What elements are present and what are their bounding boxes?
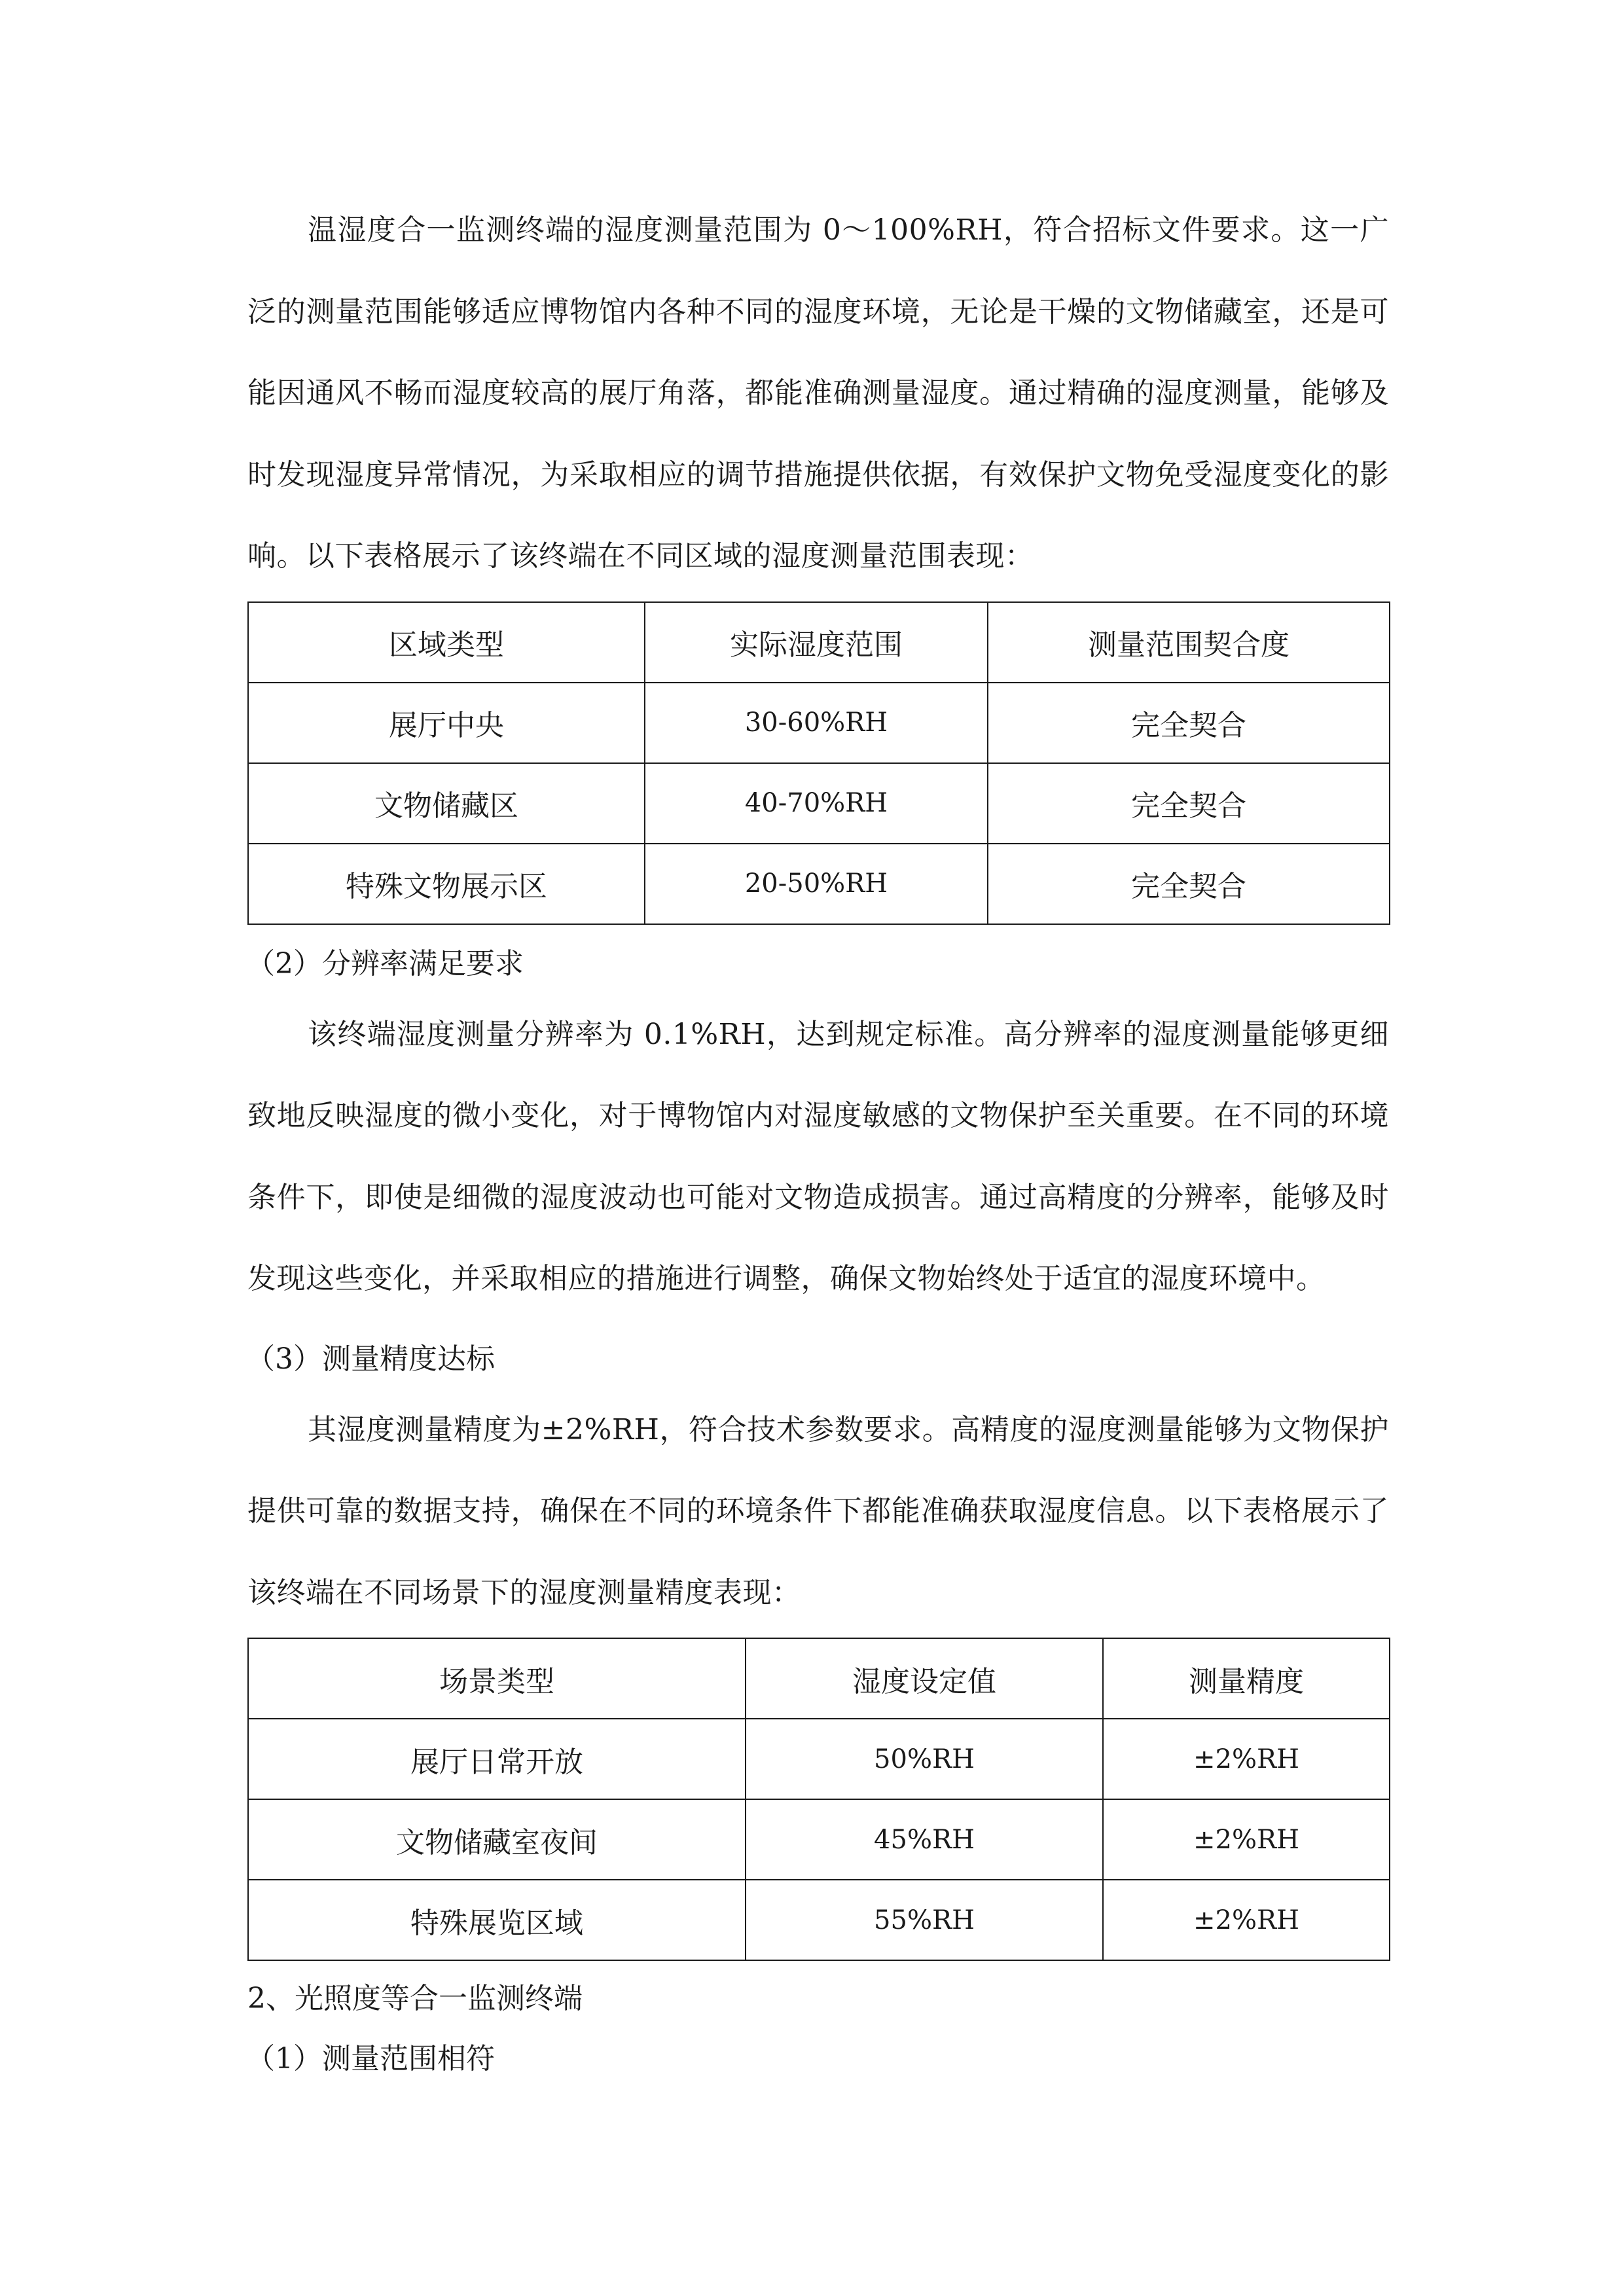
table-header-cell: 湿度设定值: [746, 1638, 1103, 1719]
table-cell: 完全契合: [988, 683, 1390, 763]
table-header-cell: 测量范围契合度: [988, 602, 1390, 683]
table-row: [248, 1799, 1390, 1880]
table-header-cell: 测量精度: [1103, 1638, 1390, 1719]
table-cell: ±2%RH: [1103, 1799, 1390, 1880]
table-header-cell: 实际湿度范围: [645, 602, 988, 683]
table-cell: ±2%RH: [1103, 1880, 1390, 1960]
table-cell: 50%RH: [746, 1719, 1103, 1799]
table-row: [248, 1880, 1390, 1960]
table-cell: 文物储藏室夜间: [248, 1799, 746, 1880]
table-header-row: [248, 602, 1390, 683]
heading-section-2: 2、光照度等合一监测终端: [247, 1982, 583, 2015]
table-cell: 20-50%RH: [645, 844, 988, 924]
table-cell: 展厅日常开放: [248, 1719, 746, 1799]
table-cell: 特殊展览区域: [248, 1880, 746, 1960]
table-row: [248, 683, 1390, 763]
table-cell: 文物储藏区: [248, 763, 645, 844]
paragraph-resolution: 该终端湿度测量分辨率为 0.1%RH，达到规定标准。高分辨率的湿度测量能够更细致地反映湿度的微小变化，对于博物馆内对湿度敏感的文物保护至关重要。在不同的环境条件下，即使是细微的湿度波动也可能对文物造成损害。通过高精度的分辨率，能够及时发现这些变化，并采取相应的措施进行调整，确保文物始终处于适宜的湿度环境中。: [247, 1017, 1389, 1295]
table-row: [248, 763, 1390, 844]
table-cell: 完全契合: [988, 844, 1390, 924]
table-cell: 55%RH: [746, 1880, 1103, 1960]
table-cell: 完全契合: [988, 763, 1390, 844]
heading-measurement-range: （1）测量范围相符: [246, 2042, 495, 2075]
table-cell: 45%RH: [746, 1799, 1103, 1880]
humidity-range-table: [247, 601, 1390, 925]
table-row: [248, 844, 1390, 924]
document-body: [247, 190, 1389, 2089]
table-cell: 40-70%RH: [645, 763, 988, 844]
humidity-accuracy-table: [247, 1638, 1390, 1961]
table-cell: 展厅中央: [248, 683, 645, 763]
table-cell: ±2%RH: [1103, 1719, 1390, 1799]
table-header-cell: 场景类型: [248, 1638, 746, 1719]
heading-resolution: （2）分辨率满足要求: [246, 946, 524, 980]
table-cell: 30-60%RH: [645, 683, 988, 763]
paragraph-accuracy: 其湿度测量精度为±2%RH，符合技术参数要求。高精度的湿度测量能够为文物保护提供可靠的数据支持，确保在不同的环境条件下都能准确获取湿度信息。以下表格展示了该终端在不同场景下的湿度测量精度表现：: [247, 1412, 1389, 1609]
table-cell: 特殊文物展示区: [248, 844, 645, 924]
table-header-cell: 区域类型: [248, 602, 645, 683]
table-header-row: [248, 1638, 1390, 1719]
paragraph-humidity-range: 温湿度合一监测终端的湿度测量范围为 0～100%RH，符合招标文件要求。这一广泛的测量范围能够适应博物馆内各种不同的湿度环境，无论是干燥的文物储藏室，还是可能因通风不畅而湿度较高的展厅角落，都能准确测量湿度。通过精确的湿度测量，能够及时发现湿度异常情况，为采取相应的调节措施提供依据，有效保护文物免受湿度变化的影响。以下表格展示了该终端在不同区域的湿度测量范围表现：: [247, 213, 1389, 573]
heading-accuracy: （3）测量精度达标: [246, 1342, 495, 1376]
table-row: [248, 1719, 1390, 1799]
